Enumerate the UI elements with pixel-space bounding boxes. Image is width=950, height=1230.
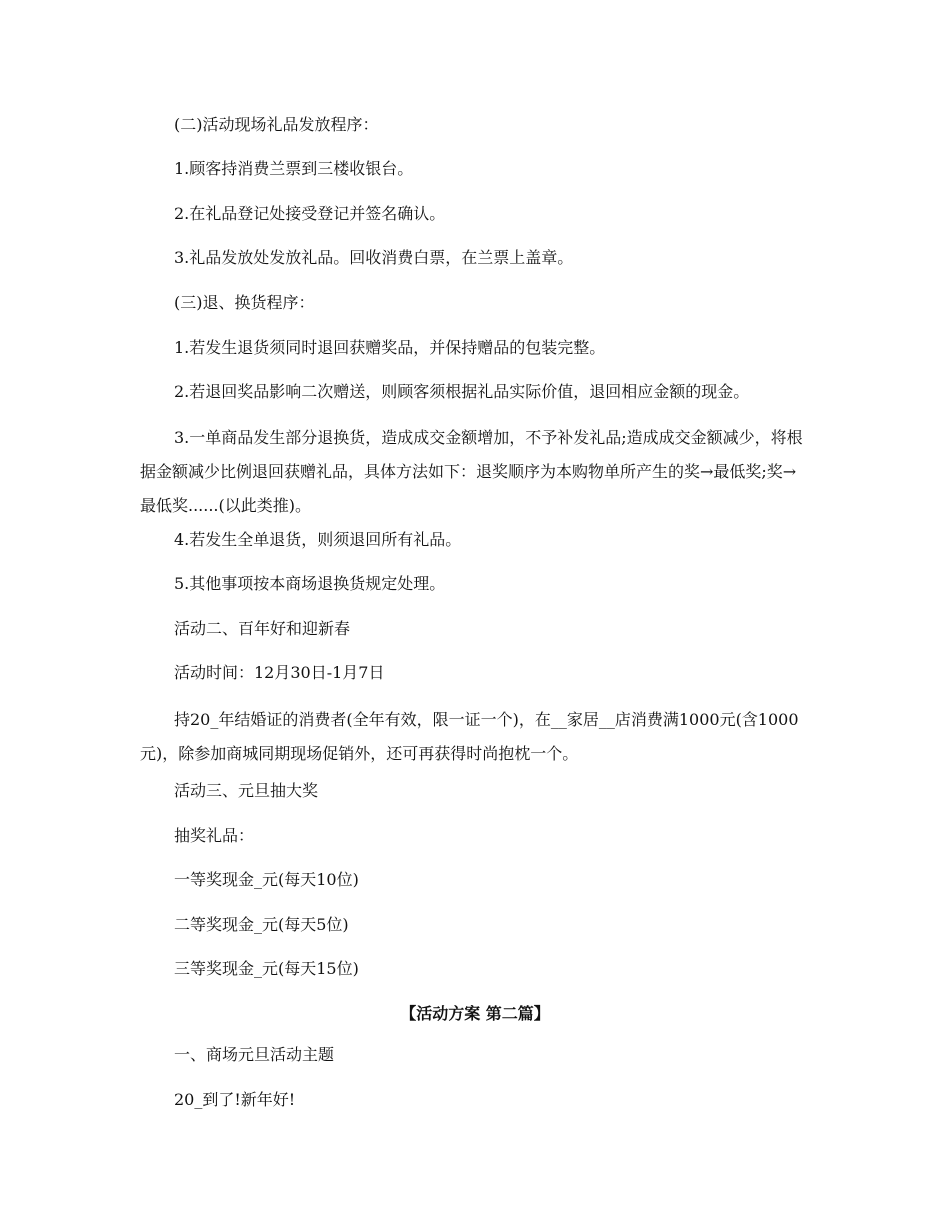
theme-text: 20_到了!新年好!	[174, 1090, 296, 1109]
section-heading-gift-procedure: (二)活动现场礼品发放程序：	[174, 115, 379, 134]
list-item: 3.礼品发放处发放礼品。回收消费白票，在兰票上盖章。	[174, 248, 574, 267]
section-heading-return-procedure: (三)退、换货程序：	[174, 293, 315, 312]
paragraph-marriage-offer: 持20_年结婚证的消费者(全年有效，限一证一个)，在__家居__店消费满1000元(含1000元)，除参加商城同期现场促销外，还可再获得时尚抱枕一个。	[140, 710, 799, 763]
list-item: 2.在礼品登记处接受登记并签名确认。	[174, 204, 446, 223]
chapter-title: 【活动方案 第二篇】	[400, 1004, 550, 1023]
list-item: 1.顾客持消费兰票到三楼收银台。	[174, 159, 414, 178]
theme-heading: 一、商场元旦活动主题	[174, 1045, 335, 1064]
paragraph-partial-return: 3.一单商品发生部分退换货，造成成交金额增加，不予补发礼品;造成成交金额减少，将根据金额减少比例退回获赠礼品，具体方法如下：退奖顺序为本购物单所产生的奖→最低奖;奖→最低奖......(以此类推)。	[140, 428, 803, 515]
prize-heading: 抽奖礼品：	[174, 826, 255, 845]
activity-three-title: 活动三、元旦抽大奖	[174, 781, 319, 800]
list-item: 5.其他事项按本商场退换货规定处理。	[174, 574, 446, 593]
list-item: 1.若发生退货须同时退回获赠奖品，并保持赠品的包装完整。	[174, 338, 606, 357]
list-item: 4.若发生全单退货，则须退回所有礼品。	[174, 530, 462, 549]
prize-first: 一等奖现金_元(每天10位)	[174, 870, 359, 889]
list-item: 2.若退回奖品影响二次赠送，则顾客须根据礼品实际价值，退回相应金额的现金。	[174, 382, 750, 401]
activity-time: 活动时间：12月30日-1月7日	[174, 663, 385, 682]
prize-second: 二等奖现金_元(每天5位)	[174, 915, 349, 934]
activity-two-title: 活动二、百年好和迎新春	[174, 619, 351, 638]
prize-third: 三等奖现金_元(每天15位)	[174, 959, 359, 978]
